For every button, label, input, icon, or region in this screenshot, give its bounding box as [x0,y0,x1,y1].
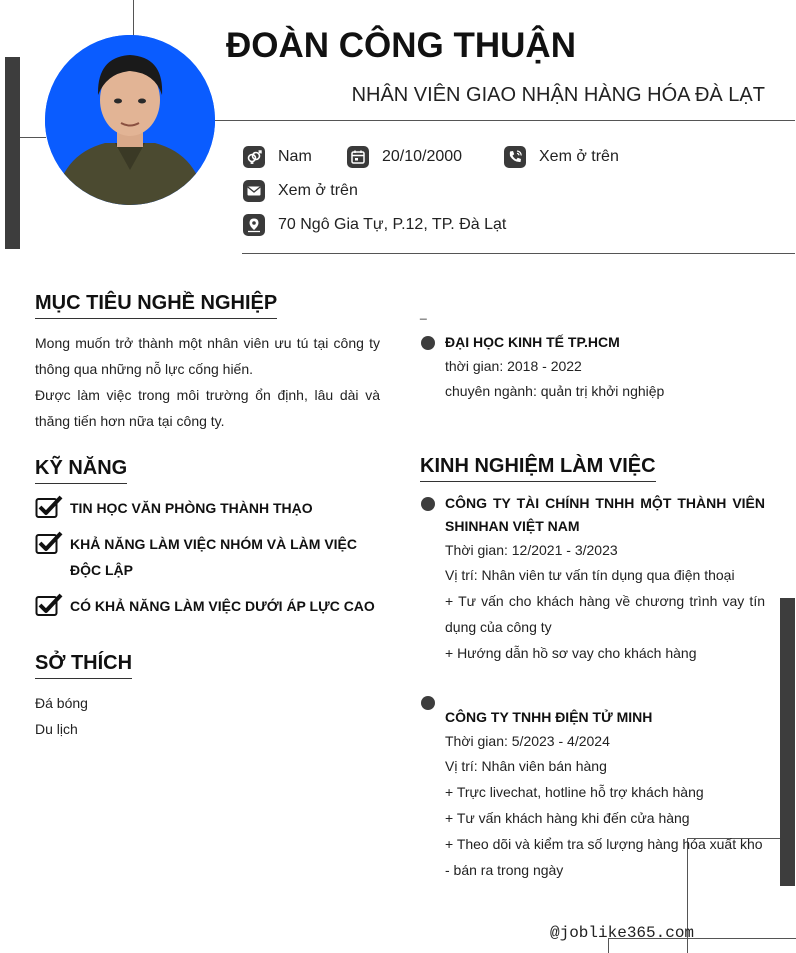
education-time: thời gian: 2018 - 2022 [445,358,582,374]
watermark: @joblike365.com [550,924,695,942]
email-info [243,180,358,202]
skills-heading: KỸ NĂNG [35,457,127,484]
hobbies-heading: SỞ THÍCH [35,652,132,679]
phone-icon [504,146,526,168]
decor-bar-right [780,598,795,886]
mail-icon [243,180,265,202]
job-position: Vị trí: Nhân viên tư vấn tín dụng qua điện thoại [445,567,735,583]
checkbox-checked-icon [35,495,63,519]
education-marker: _ [420,306,427,320]
job-company: CÔNG TY TNHH ĐIỆN TỬ MINH [445,709,653,725]
skill-item [35,593,380,619]
hobby-item: Đá bóng [35,695,88,711]
education-school: ĐẠI HỌC KINH TẾ TP.HCM [445,334,620,350]
email-value[interactable]: Xem ở trên [278,182,358,199]
gender-value: Nam [278,148,312,165]
objective-heading: MỤC TIÊU NGHỀ NGHIỆP [35,292,277,319]
checkbox-checked-icon [35,531,63,555]
job-title: NHÂN VIÊN GIAO NHẬN HÀNG HÓA ĐÀ LẠT [351,84,765,106]
birthdate-value: 20/10/2000 [382,148,463,165]
gender-info [243,146,312,168]
job-duty: + Theo dõi và kiểm tra số lượng hàng hóa xuất kho - bán ra trong ngày [445,836,763,878]
objective-line: Mong muốn trở thành một nhân viên ưu tú tại công ty thông qua những nỗ lực cống hiến. [35,335,380,377]
address-info [243,214,506,236]
timeline-dot [421,696,435,710]
job-time: Thời gian: 5/2023 - 4/2024 [445,733,610,749]
calendar-icon [347,146,369,168]
decor-line [133,0,134,36]
avatar [45,35,215,205]
education-entry [445,331,765,404]
job-entry [445,706,765,883]
phone-value[interactable]: Xem ở trên [539,148,619,165]
contact-divider [242,253,795,254]
decor-bar-left [5,57,20,249]
header-divider [215,120,795,121]
timeline-dot [421,497,435,511]
decor-line [20,137,46,138]
timeline-dot [421,336,435,350]
job-position: Vị trí: Nhân viên bán hàng [445,758,607,774]
job-duty: + Trực livechat, hotline hỗ trợ khách hàng [445,784,704,800]
job-entry [445,492,765,666]
job-duty: + Tư vấn khách hàng khi đến cửa hàng [445,810,690,826]
birthdate-info [347,146,462,168]
phone-info [504,146,619,168]
address-value: 70 Ngô Gia Tự, P.12, TP. Đà Lạt [278,216,507,233]
hobbies-list [35,690,380,742]
skill-item [35,531,380,583]
job-duty: + Hướng dẫn hồ sơ vay cho khách hàng [445,645,697,661]
candidate-name: ĐOÀN CÔNG THUẬN [226,26,576,65]
job-company: CÔNG TY TÀI CHÍNH TNHH MỘT THÀNH VIÊN SHINHAN VIỆT NAM [445,495,765,534]
hobby-item: Du lịch [35,721,78,737]
skill-label: TIN HỌC VĂN PHÒNG THÀNH THẠO [70,500,313,516]
skill-label: CÓ KHẢ NĂNG LÀM VIỆC DƯỚI ÁP LỰC CAO [70,598,375,614]
experience-heading: KINH NGHIỆM LÀM VIỆC [420,455,656,482]
skill-label: KHẢ NĂNG LÀM VIỆC NHÓM VÀ LÀM VIỆC ĐỘC LẬP [70,536,357,578]
checkbox-checked-icon [35,593,63,617]
job-duty: + Tư vấn cho khách hàng về chương trình vay tín dụng của công ty [445,593,765,635]
objective-line: Được làm việc trong môi trường ổn định, lâu dài và thăng tiến hơn nữa tại công ty. [35,387,380,429]
education-major: chuyên ngành: quản trị khởi nghiệp [445,383,665,399]
location-icon [243,214,265,236]
gender-icon [243,146,265,168]
objective-text [35,330,380,434]
job-time: Thời gian: 12/2021 - 3/2023 [445,542,618,558]
skill-item [35,495,380,521]
